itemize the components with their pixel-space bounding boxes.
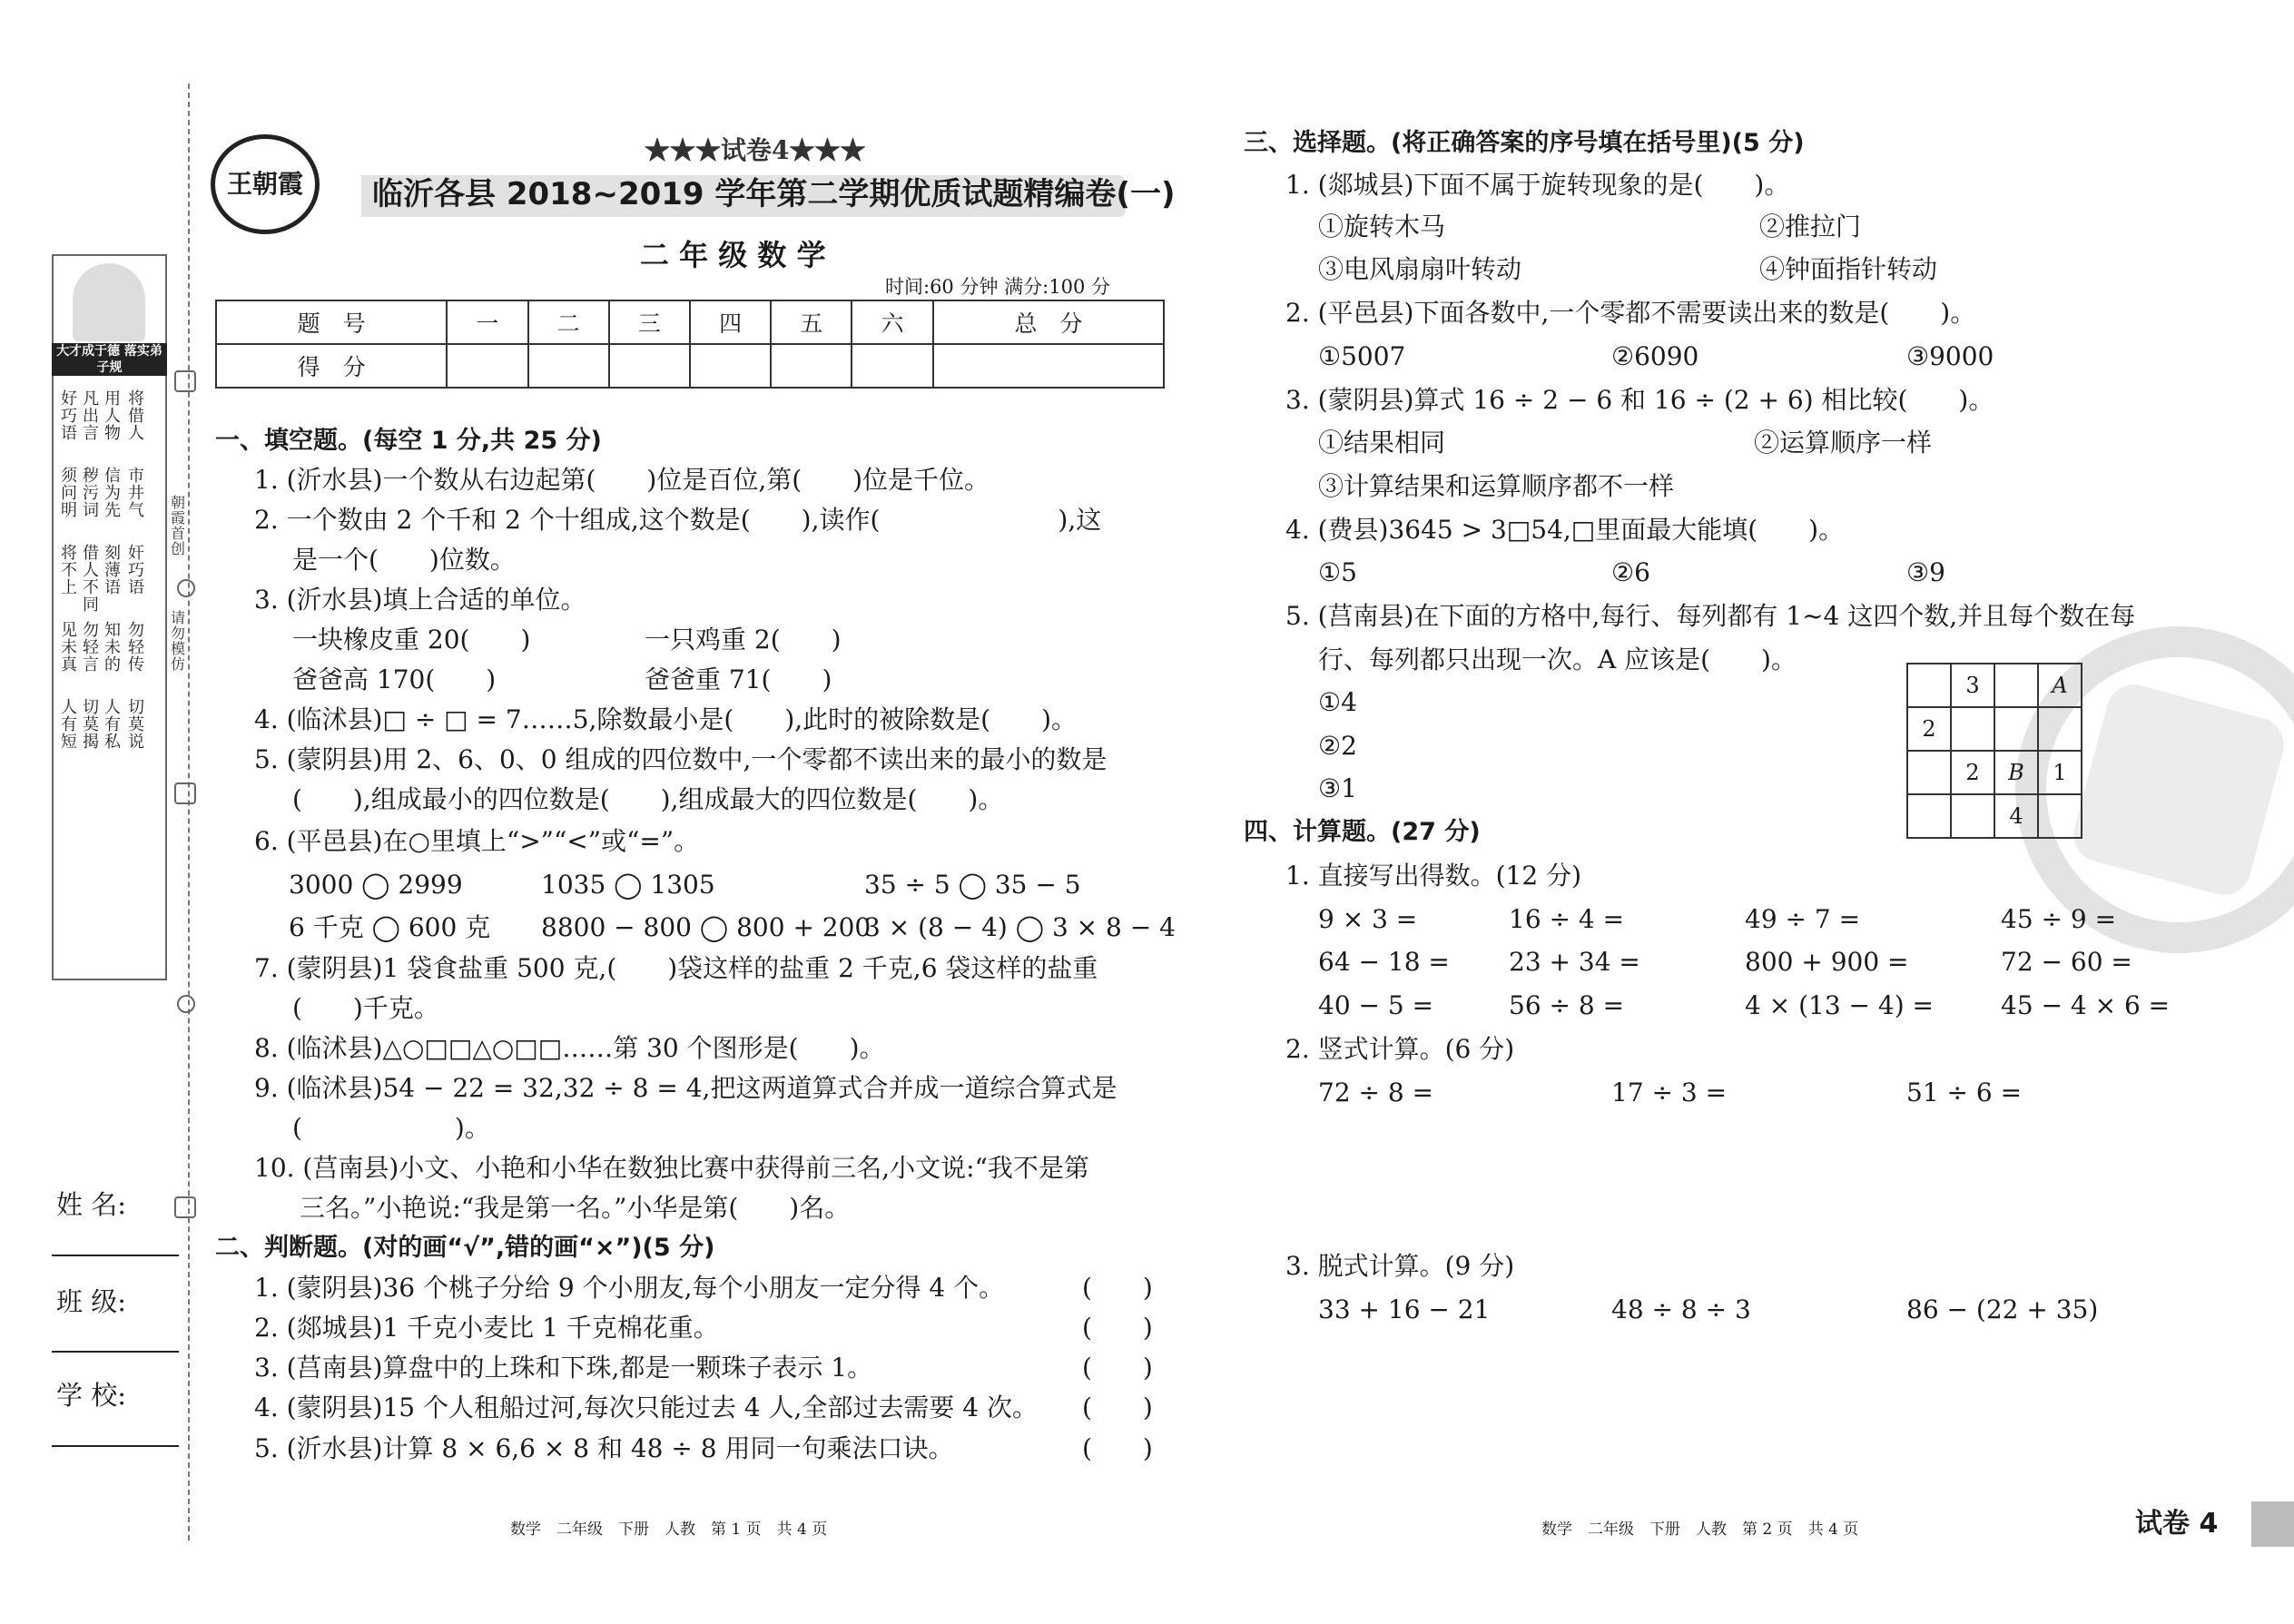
- grid-cell: [1907, 751, 1951, 794]
- score-input-cell[interactable]: [690, 344, 771, 388]
- sidebar-verse: 勿轻传: [128, 621, 144, 674]
- sidebar-verse: 勿轻言: [83, 621, 99, 674]
- grid-cell: 2: [1907, 707, 1951, 751]
- binding-hole: [177, 579, 195, 597]
- choice-3-c: ③计算结果和运算顺序都不一样: [1318, 471, 1675, 501]
- choice-3-b: ②运算顺序一样: [1754, 428, 1933, 458]
- score-input-cell[interactable]: [609, 344, 690, 388]
- grid-cell: [1907, 794, 1951, 838]
- choice-4-c: ③9: [1906, 557, 1945, 587]
- q3-item-d: 爸爸重 71( ): [645, 664, 832, 694]
- oral-calc-item: 9 × 3 =: [1318, 904, 1418, 934]
- q2-line1: 2. 一个数由 2 个千和 2 个十组成,这个数是( ),读作( ),这: [254, 505, 1102, 535]
- grid-cell: [1994, 707, 2038, 751]
- q9-line2: ( )。: [292, 1113, 490, 1143]
- sidebar-verse: 秽污词: [83, 467, 99, 520]
- q6: 6. (平邑县)在○里填上“>”“<”或“=”。: [254, 826, 700, 856]
- choice-1-d: ④钟面指针转动: [1759, 254, 1938, 284]
- binding-mark: [174, 782, 196, 804]
- calc-1-title: 1. 直接写出得数。(12 分): [1285, 861, 1581, 891]
- judge-1: 1. (蒙阴县)36 个桃子分给 9 个小朋友,每个小朋友一定分得 4 个。: [254, 1273, 1005, 1303]
- oral-calc-item: 49 ÷ 7 =: [1745, 904, 1861, 934]
- school-label: 学 校:: [56, 1380, 126, 1411]
- choice-3-a: ①结果相同: [1318, 428, 1446, 458]
- oral-calc-item: 16 ÷ 4 =: [1509, 904, 1625, 934]
- binding-mark: [174, 1196, 196, 1218]
- choice-1-a: ①旋转木马: [1318, 212, 1446, 241]
- judge-4: 4. (蒙阴县)15 个人租船过河,每次只能过去 4 人,全部过去需要 4 次。: [254, 1393, 1039, 1422]
- paper-number: ★★★试卷4★★★: [645, 135, 866, 165]
- choice-4-b: ②6: [1611, 557, 1650, 587]
- sidebar-verse: 人有私: [104, 698, 121, 752]
- q3: 3. (沂水县)填上合适的单位。: [254, 585, 586, 615]
- q9-line1: 9. (临沭县)54 − 22 = 32,32 ÷ 8 = 4,把这两道算式合并成一道综合算式是: [254, 1073, 1117, 1103]
- grid-cell: [1994, 664, 2038, 707]
- judge-3: 3. (莒南县)算盘中的上珠和下珠,都是一颗珠子表示 1。: [254, 1353, 873, 1383]
- grid-cell: 4: [1994, 794, 2038, 838]
- sidebar-verse: 见未真: [61, 621, 77, 674]
- score-cell: 三: [609, 300, 690, 344]
- grid-cell: A: [2038, 664, 2082, 707]
- q4: 4. (临沭县)□ ÷ □ = 7……5,除数最小是( ),此时的被除数是( )。: [254, 704, 1078, 734]
- sidebar-verse: 用人物: [104, 389, 121, 443]
- score-header-row: [216, 300, 1164, 344]
- choice-1-c: ③电风扇扇叶转动: [1318, 254, 1522, 284]
- time-score: 时间:60 分钟 满分:100 分: [885, 276, 1110, 298]
- grid-cell: 2: [1951, 751, 1994, 794]
- choice-1: 1. (郯城县)下面不属于旋转现象的是( )。: [1285, 170, 1790, 200]
- q6-b: 1035 ◯ 1305: [541, 870, 715, 900]
- choice-4: 4. (费县)3645 > 3□54,□里面最大能填( )。: [1285, 515, 1845, 545]
- choice-2-a: ①5007: [1318, 341, 1406, 371]
- paper-tag: 试卷 4: [2135, 1508, 2219, 1540]
- choice-4-a: ①5: [1318, 557, 1357, 587]
- grid-cell: [1951, 794, 1994, 838]
- oral-calc-item: 45 − 4 × 6 =: [2001, 990, 2171, 1020]
- class-label: 班 级:: [56, 1286, 126, 1317]
- judge-answer-3[interactable]: ( ): [1082, 1353, 1153, 1383]
- q6-f: 3 × (8 − 4) ◯ 3 × 8 − 4: [864, 912, 1176, 942]
- grid-cell: 1: [2038, 751, 2082, 794]
- score-input-cell[interactable]: [447, 344, 527, 388]
- name-line[interactable]: [52, 1255, 179, 1256]
- subject-title: 二 年 级 数 学: [640, 238, 826, 272]
- choice-5-line2: 行、每列都只出现一次。A 应该是( )。: [1318, 645, 1797, 674]
- choice-3: 3. (蒙阴县)算式 16 ÷ 2 − 6 和 16 ÷ (2 + 6) 相比较( )。: [1285, 385, 1994, 415]
- q10-line1: 10. (莒南县)小文、小艳和小华在数独比赛中获得前三名,小文说:“我不是第: [254, 1153, 1089, 1183]
- score-cell: 六: [852, 300, 932, 344]
- judge-answer-4[interactable]: ( ): [1082, 1393, 1153, 1422]
- q3-item-a: 一块橡皮重 20( ): [292, 625, 531, 655]
- stepwise-calc-3: 86 − (22 + 35): [1906, 1294, 2099, 1324]
- school-line[interactable]: [52, 1445, 179, 1447]
- vertical-note-2: 请勿模仿: [171, 609, 186, 673]
- q8: 8. (临沭县)△○□□△○□□……第 30 个图形是( )。: [254, 1033, 885, 1063]
- sidebar-verse: 信为先: [104, 467, 121, 520]
- score-cell: 得 分: [216, 344, 447, 388]
- judge-5: 5. (沂水县)计算 8 × 6,6 × 8 和 48 ÷ 8 用同一句乘法口诀。: [254, 1433, 954, 1463]
- grid-cell: [1951, 707, 1994, 751]
- q1: 1. (沂水县)一个数从右边起第( )位是百位,第( )位是千位。: [254, 465, 990, 495]
- calc-2-title: 2. 竖式计算。(6 分): [1285, 1034, 1515, 1064]
- section-2-title: 二、判断题。(对的画“√”,错的画“×”)(5 分): [215, 1234, 715, 1262]
- section-4-title: 四、计算题。(27 分): [1244, 818, 1481, 846]
- q6-a: 3000 ◯ 2999: [289, 870, 463, 900]
- score-cell: 总 分: [933, 300, 1164, 344]
- oral-calc-item: 40 − 5 =: [1318, 990, 1434, 1020]
- sidebar-verse: 切莫说: [128, 698, 144, 752]
- score-cell: 五: [771, 300, 852, 344]
- choice-1-b: ②推拉门: [1759, 212, 1862, 241]
- oral-calc-item: 64 − 18 =: [1318, 947, 1450, 977]
- choice-5-c: ③1: [1318, 773, 1357, 803]
- score-cell: 题 号: [216, 300, 447, 344]
- sidebar-verse: 切莫揭: [83, 698, 99, 752]
- score-cell: 一: [447, 300, 527, 344]
- footer-page-1: 数学 二年级 下册 人教 第 1 页 共 4 页: [510, 1521, 828, 1539]
- grid-cell: B: [1994, 751, 2038, 794]
- sidebar-verse: 知未的: [104, 621, 121, 674]
- grid-row: [1907, 707, 2082, 751]
- grid-row: [1907, 794, 2082, 838]
- grid-row: [1907, 751, 2082, 794]
- sidebar-verse: 刻薄语: [104, 544, 121, 597]
- q3-item-c: 爸爸高 170( ): [292, 664, 497, 694]
- stepwise-calc-1: 33 + 16 − 21: [1318, 1294, 1491, 1324]
- choice-2-c: ③9000: [1906, 341, 1994, 371]
- sudoku-grid: [1906, 663, 2082, 839]
- sidebar-verse: 市井气: [128, 467, 144, 520]
- oral-calc-item: 23 + 34 =: [1509, 947, 1640, 977]
- sidebar-verse: 将借人: [128, 389, 144, 443]
- section-1-title: 一、填空题。(每空 1 分,共 25 分): [215, 427, 602, 455]
- grid-cell: 3: [1951, 664, 1994, 707]
- score-input-cell[interactable]: [933, 344, 1164, 388]
- oral-calc-item: 4 × (13 − 4) =: [1745, 990, 1934, 1020]
- footer-page-2: 数学 二年级 下册 人教 第 2 页 共 4 页: [1541, 1521, 1859, 1539]
- stepwise-calc-2: 48 ÷ 8 ÷ 3: [1611, 1294, 1751, 1324]
- oral-calc-item: 72 − 60 =: [2001, 947, 2132, 977]
- name-label: 姓 名:: [56, 1189, 126, 1220]
- grid-cell: [2038, 707, 2082, 751]
- sidebar-verse: 借人不同: [83, 544, 99, 615]
- grid-cell: [1907, 664, 1951, 707]
- sidebar-verse: 人有短: [61, 698, 77, 752]
- oral-calc-item: 800 + 900 =: [1745, 947, 1909, 977]
- sidebar-verse: 好巧语: [61, 389, 77, 443]
- sidebar-verse: 凡出言: [83, 389, 99, 443]
- grid-row: [1907, 664, 2082, 707]
- q7-line2: ( )千克。: [292, 993, 439, 1023]
- score-input-cell[interactable]: [771, 344, 852, 388]
- judge-answer-1[interactable]: ( ): [1082, 1273, 1153, 1303]
- oral-calc-item: 56 ÷ 8 =: [1509, 990, 1625, 1020]
- q7-line1: 7. (蒙阴县)1 袋食盐重 500 克,( )袋这样的盐重 2 千克,6 袋这样的盐重: [254, 953, 1098, 983]
- q6-c: 35 ÷ 5 ◯ 35 − 5: [864, 870, 1081, 900]
- judge-2: 2. (郯城县)1 千克小麦比 1 千克棉花重。: [254, 1313, 719, 1343]
- brand-logo: 王朝霞: [211, 134, 320, 234]
- sidebar-verse: 奸巧语: [128, 544, 144, 597]
- class-line[interactable]: [52, 1351, 179, 1353]
- binding-dashed-line: [188, 84, 190, 1540]
- binding-hole: [177, 995, 195, 1013]
- score-cell: 四: [690, 300, 771, 344]
- score-cell: 二: [528, 300, 609, 344]
- vertical-note-1: 朝霞首创: [171, 494, 186, 557]
- choice-5-line1: 5. (莒南县)在下面的方格中,每行、每列都有 1~4 这四个数,并且每个数在每: [1285, 601, 2136, 631]
- q3-item-b: 一只鸡重 2( ): [645, 625, 842, 655]
- vertical-calc-2: 17 ÷ 3 =: [1611, 1078, 1728, 1107]
- q5-line1: 5. (蒙阴县)用 2、6、0、0 组成的四位数中,一个零都不读出来的最小的数是: [254, 744, 1108, 774]
- sidebar-verse: 须问明: [61, 467, 77, 520]
- score-input-cell[interactable]: [528, 344, 609, 388]
- q6-e: 8800 − 800 ◯ 800 + 200: [541, 912, 871, 942]
- choice-2: 2. (平邑县)下面各数中,一个零都不需要读出来的数是( )。: [1285, 298, 1976, 328]
- q2-line2: 是一个( )位数。: [292, 545, 516, 575]
- scholar-illustration: [73, 263, 145, 341]
- vertical-calc-1: 72 ÷ 8 =: [1318, 1078, 1434, 1107]
- calc-3-title: 3. 脱式计算。(9 分): [1285, 1251, 1515, 1281]
- sidebar-motto: 大才成于德 落实弟子规: [52, 343, 167, 376]
- choice-2-b: ②6090: [1611, 341, 1699, 371]
- judge-answer-2[interactable]: ( ): [1082, 1313, 1153, 1343]
- score-input-cell[interactable]: [852, 344, 932, 388]
- vertical-calc-3: 51 ÷ 6 =: [1906, 1078, 2023, 1107]
- section-3-title: 三、选择题。(将正确答案的序号填在括号里)(5 分): [1244, 129, 1805, 157]
- binding-mark: [174, 370, 196, 392]
- judge-answer-5[interactable]: ( ): [1082, 1433, 1153, 1463]
- exam-title: 临沂各县 2018~2019 学年第二学期优质试题精编卷(一): [372, 176, 1176, 212]
- score-value-row: [216, 344, 1164, 388]
- oral-calc-item: 45 ÷ 9 =: [2001, 904, 2117, 934]
- q5-line2: ( ),组成最小的四位数是( ),组成最大的四位数是( )。: [292, 784, 1004, 814]
- q6-d: 6 千克 ◯ 600 克: [289, 912, 491, 942]
- choice-5-b: ②2: [1318, 731, 1357, 761]
- sidebar-verse: 将不上: [61, 544, 77, 597]
- q10-line2: 三名。”小艳说:“我是第一名。”小华是第( )名。: [300, 1193, 851, 1223]
- score-table: [215, 300, 1165, 389]
- grid-cell: [2038, 794, 2082, 838]
- choice-5-a: ①4: [1318, 687, 1357, 717]
